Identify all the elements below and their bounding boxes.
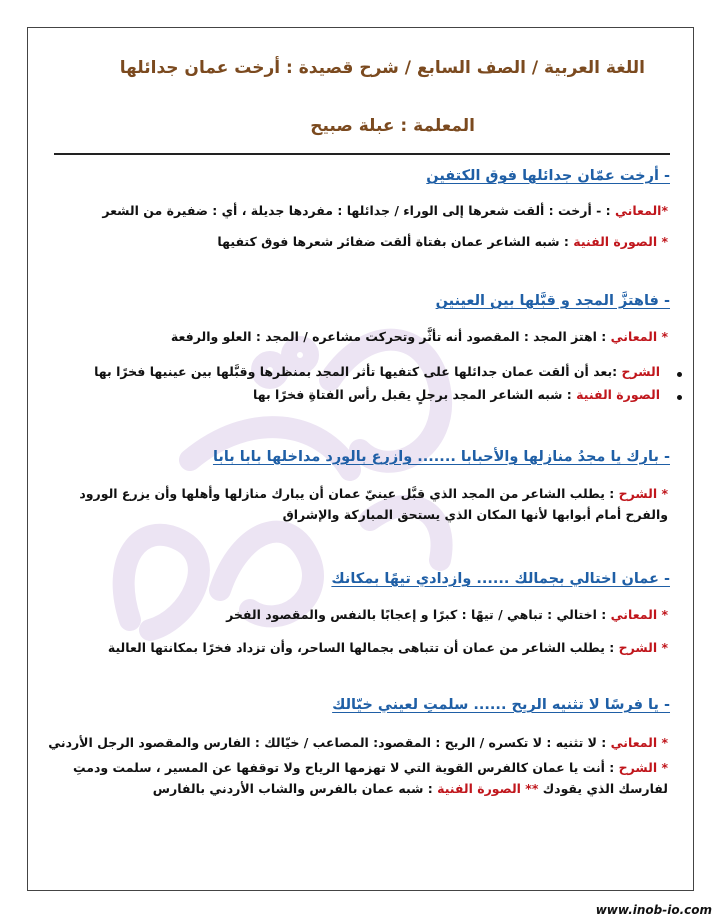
bullet xyxy=(677,395,682,400)
label: الشرح xyxy=(618,640,658,655)
divider xyxy=(54,153,670,155)
section-4-line-2: * الشرح : يطلب الشاعر من عمان أن تتباهى بجمالها الساحر، وأن تزداد فخرًا بمكانتها العالية xyxy=(107,640,668,655)
label: الصورة الفنية xyxy=(576,387,660,402)
section-5-line-2: * الشرح : أنت يا عمان كالفرس القوية التي لا تهزمها الرياح ولا توقفها عن المسير ، سلمت ودمتِ لفارسك الذي يقودك ** الصورة الفنية : شبه عمان بالفرس والشاب الأردني بالفارس xyxy=(73,760,668,796)
text: : يطلب الشاعر من المجد الذي قبَّل عينيّ عمان أن يبارك منازلها وأهلها وأن يزرع الورود والفرح أمام أبوابها لأنها المكان الذي يستحق المباركة والإشراق xyxy=(79,486,668,522)
section-2-line-2 xyxy=(94,364,660,379)
text: : شبه عمان بالفرس والشاب الأردني بالفارس xyxy=(152,781,438,796)
label: الصورة الفنية xyxy=(437,781,521,796)
verse-5: - يا فرسًا لا تثنيه الريح ...... سلمتِ لعيني خيّالك xyxy=(332,697,670,713)
section-4-line-1: * المعاني : اختالي : تباهي / تيهًا : كبرًا و إعجابًا بالنفس والمقصود الفخر xyxy=(226,607,668,622)
section-5-line-1: * المعاني : لا تثنيه : لا تكسره / الريح : المقصود: المصاعب / خيّالك : الفارس والمقصود الرجل الأردني xyxy=(48,735,668,750)
verse-3: - بارك يا مجدُ منازلها والأحبابا ....... وازرع بالورد مداخلها بابا بابا xyxy=(212,449,670,465)
teacher-name: المعلمة : عبلة صبيح xyxy=(310,116,475,136)
label: الصورة الفنية xyxy=(573,234,658,249)
verse-2: - فاهتزَّ المجد و قبَّلها بين العينين xyxy=(435,293,670,309)
text: : - أرخت : ألقت شعرها إلى الوراء / جدائلها : مفردها جديلة ، أي : ضفيرة من الشعر xyxy=(102,203,615,218)
text: : لا تثنيه : لا تكسره / الريح : المقصود: المصاعب / خيّالك : الفارس والمقصود الرجل الأردني xyxy=(48,735,611,750)
text: : اختالي : تباهي / تيهًا : كبرًا و إعجابًا بالنفس والمقصود الفخر xyxy=(226,607,611,622)
page-title: اللغة العربية / الصف السابع / شرح قصيدة : أرخت عمان جدائلها xyxy=(119,58,645,78)
label: المعاني xyxy=(610,329,658,344)
text: : شبه الشاعر عمان بفتاة ألقت ضفائر شعرها فوق كتفيها xyxy=(217,234,574,249)
label: الشرح xyxy=(621,364,660,379)
bullet xyxy=(677,372,682,377)
text: : اهتز المجد : المقصود أنه تأثَّر وتحركت مشاعره / المجد : العلو والرفعة xyxy=(170,329,611,344)
label: المعاني xyxy=(615,203,662,218)
label: الشرح xyxy=(618,760,658,775)
text: :بعد أن ألقت عمان جدائلها على كتفيها تأثر المجد بمنظرها وقبَّلها بين عينيها فخرًا بها xyxy=(94,364,622,379)
section-1-line-1: *المعاني : - أرخت : ألقت شعرها إلى الوراء / جدائلها : مفردها جديلة ، أي : ضفيرة من الشعر xyxy=(102,203,668,218)
label: المعاني xyxy=(610,607,658,622)
section-2-line-3 xyxy=(253,387,660,402)
footer-website: www.inob-io.com xyxy=(595,903,712,917)
section-1-line-2: * الصورة الفنية : شبه الشاعر عمان بفتاة ألقت ضفائر شعرها فوق كتفيها xyxy=(217,234,668,249)
text: : يطلب الشاعر من عمان أن تتباهى بجمالها الساحر، وأن تزداد فخرًا بمكانتها العالية xyxy=(107,640,619,655)
verse-4: - عمان اختالي بجمالك ...... وازدادي تيهًا بمكانك xyxy=(331,571,670,587)
section-2-line-1: * المعاني : اهتز المجد : المقصود أنه تأثَّر وتحركت مشاعره / المجد : العلو والرفعة xyxy=(170,329,668,344)
text: : أنت يا عمان كالفرس القوية التي لا تهزمها الرياح ولا توقفها عن المسير ، سلمت ودمتِ لفارسك الذي يقودك xyxy=(73,760,668,796)
text: : شبه الشاعر المجد برجلٍ يقبل رأس الفتاةِ فخرًا بها xyxy=(253,387,577,402)
section-3-line-1: * الشرح : يطلب الشاعر من المجد الذي قبَّل عينيّ عمان أن يبارك منازلها وأهلها وأن يزرع الورود والفرح أمام أبوابها لأنها المكان الذي يستحق المباركة والإشراق xyxy=(79,486,668,522)
label: الشرح xyxy=(618,486,658,501)
label: المعاني xyxy=(610,735,658,750)
verse-1: - أرخت عمّان جدائلها فوق الكتفين xyxy=(426,168,670,184)
